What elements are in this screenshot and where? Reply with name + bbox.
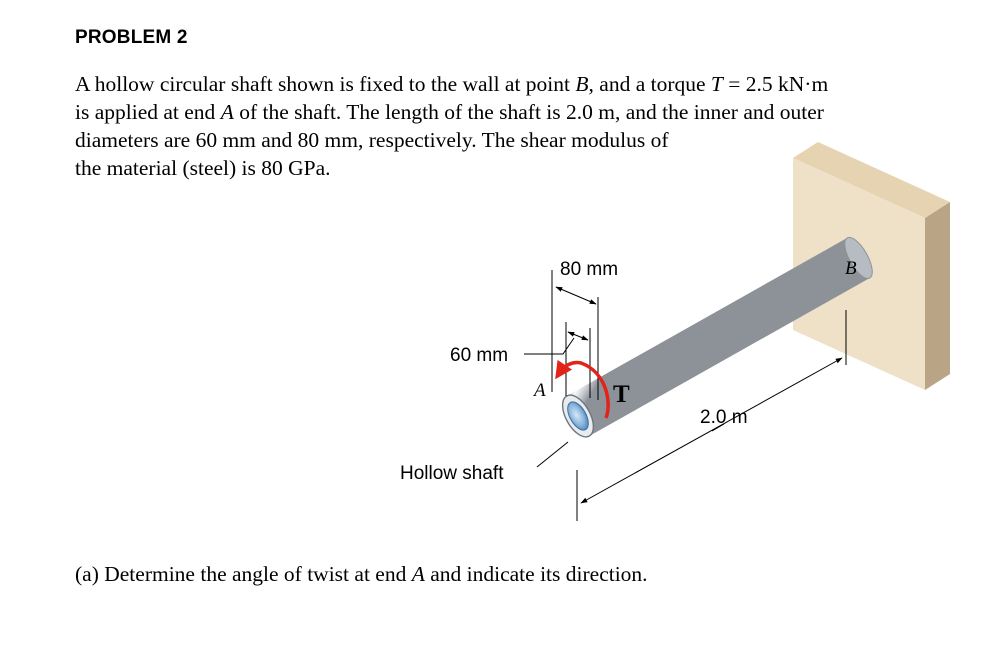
label-hollow-shaft: Hollow shaft (400, 463, 504, 484)
var-b: B (575, 72, 589, 96)
label-length: 2.0 m (700, 407, 748, 428)
label-torque: T (613, 381, 630, 408)
statement-line-1: A hollow circular shaft shown is fixed to the wall at point B, and a torque T = 2.5 kN·m (75, 72, 829, 96)
question-var-a: A (411, 562, 425, 586)
shaft-label-leader (537, 442, 568, 467)
statement-line-3: diameters are 60 mm and 80 mm, respectively. The shear modulus of (75, 128, 669, 152)
problem-heading: PROBLEM 2 (75, 27, 188, 48)
statement-line-4: the material (steel) is 80 GPa. (75, 156, 331, 180)
label-end-a: A (534, 380, 546, 401)
var-t: T (710, 72, 723, 96)
label-end-b: B (845, 258, 857, 279)
var-a: A (220, 100, 234, 124)
wall-side-face (925, 202, 950, 390)
question-a: (a) Determine the angle of twist at end A and indicate its direction. (75, 562, 648, 586)
statement-line-2: is applied at end A of the shaft. The length of the shaft is 2.0 m, and the inner and outer (75, 100, 824, 124)
label-outer-diameter: 80 mm (560, 259, 619, 280)
label-inner-diameter: 60 mm (450, 345, 509, 366)
